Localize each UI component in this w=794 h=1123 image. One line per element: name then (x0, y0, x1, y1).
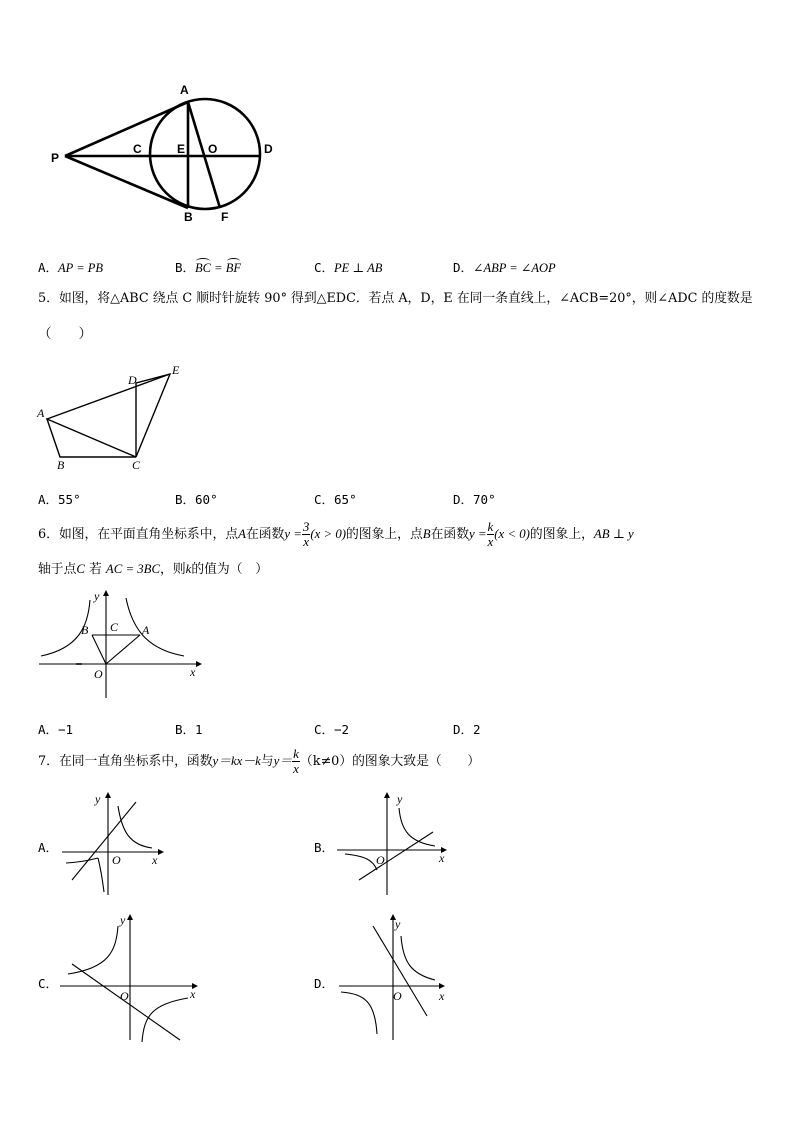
q4-tangent-pa (65, 102, 188, 156)
q5-stem: 5．如图，将△ABC 绕点 C 顺时针旋转 90° 得到△EDC．若点 A，D，E 在同一条直线上，∠ACB=20°，则∠ADC 的度数是 (38, 291, 753, 306)
q7-graph-d (335, 912, 455, 1044)
q4-option-d[interactable]: D．∠ABP = ∠AOP (453, 260, 556, 275)
q6-label-c: C (110, 620, 119, 634)
q4-figure (40, 78, 290, 228)
q6-segment-oa (106, 635, 140, 664)
q5-figure (30, 360, 200, 475)
svg-text:O: O (393, 989, 402, 1003)
svg-text:x: x (152, 853, 158, 867)
svg-text:y: y (395, 917, 401, 931)
q7-graph-c (58, 912, 206, 1044)
q6-label-y: y (94, 589, 100, 603)
svg-text:y: y (95, 792, 101, 806)
q5-option-b[interactable]: B．60° (175, 492, 218, 507)
q4-label-e: E (177, 142, 186, 156)
q5-label-e: E (172, 363, 180, 377)
q6-option-d[interactable]: D．2 (453, 722, 481, 737)
q4-tangent-pb (65, 156, 188, 208)
q4-label-f: F (221, 210, 229, 224)
q6-figure (36, 588, 206, 700)
q5-option-a[interactable]: A．55° (38, 492, 81, 507)
q6-label-a: A (142, 623, 150, 637)
svg-text:x: x (439, 989, 445, 1003)
svg-text:y: y (120, 913, 126, 927)
q5-option-d[interactable]: D．70° (453, 492, 496, 507)
q4-label-d: D (264, 142, 273, 156)
q4-label-a: A (180, 83, 189, 97)
q6-option-b[interactable]: B．1 (175, 722, 203, 737)
svg-text:O: O (376, 853, 385, 867)
svg-text:x: x (439, 851, 445, 865)
svg-text:x: x (190, 987, 196, 1001)
q5-label-b: B (57, 458, 65, 472)
q4-label-p: P (51, 151, 60, 165)
q4-label-o: O (208, 142, 218, 156)
q6-stem-line2: 轴于点C 若 AC = 3BC，则k的值为（ ） (38, 562, 269, 577)
q7-graph-b (335, 790, 455, 898)
q6-label-o: O (94, 667, 103, 681)
q6-option-a[interactable]: A．−1 (38, 722, 74, 737)
q5-label-c: C (132, 458, 141, 472)
q6-segment-ob (92, 635, 106, 664)
q7-option-a[interactable]: A． (38, 840, 59, 855)
q6-curve-right (126, 598, 184, 656)
svg-text:O: O (112, 853, 121, 867)
q7-option-d[interactable]: D． (314, 976, 335, 991)
q4-option-b[interactable]: B．BC = BF (175, 260, 241, 275)
q5-paren: （ ） (38, 326, 92, 342)
svg-text:y: y (397, 792, 403, 806)
q4-label-c: C (133, 142, 142, 156)
q7-stem: 7．在同一直角坐标系中，函数y＝kx－k与y＝ $\frac{k}{x}$ （k≠0）的图象大致是（ ） (38, 746, 481, 776)
svg-text:O: O (120, 989, 129, 1003)
q5-line-ae (47, 374, 170, 419)
q5-label-a: A (37, 406, 45, 420)
q7-option-c[interactable]: C． (38, 976, 59, 991)
q5-label-d: D (128, 373, 137, 387)
q7-option-b[interactable]: B． (314, 840, 335, 855)
q7-graph-a (60, 790, 170, 898)
q6-label-b: B (81, 623, 89, 637)
q6-label-x: x (190, 665, 196, 679)
q4-option-c[interactable]: C．PE ⊥ AB (314, 260, 383, 275)
q5-option-c[interactable]: C．65° (314, 492, 357, 507)
q6-option-c[interactable]: C．−2 (314, 722, 350, 737)
q4-option-a[interactable]: A．AP = PB (38, 260, 104, 275)
q5-triangle-abc (47, 419, 136, 457)
q4-label-b: B (184, 210, 193, 224)
q5-triangle-edc (136, 374, 170, 457)
q6-stem-line1: 6．如图，在平面直角坐标系中，点A在函数y = $\frac{3}{x}$ (x > 0)的图象上，点B在函数y = $\frac{k}{x}$ (x < 0)的图象上，AB ⊥ y (38, 519, 634, 549)
